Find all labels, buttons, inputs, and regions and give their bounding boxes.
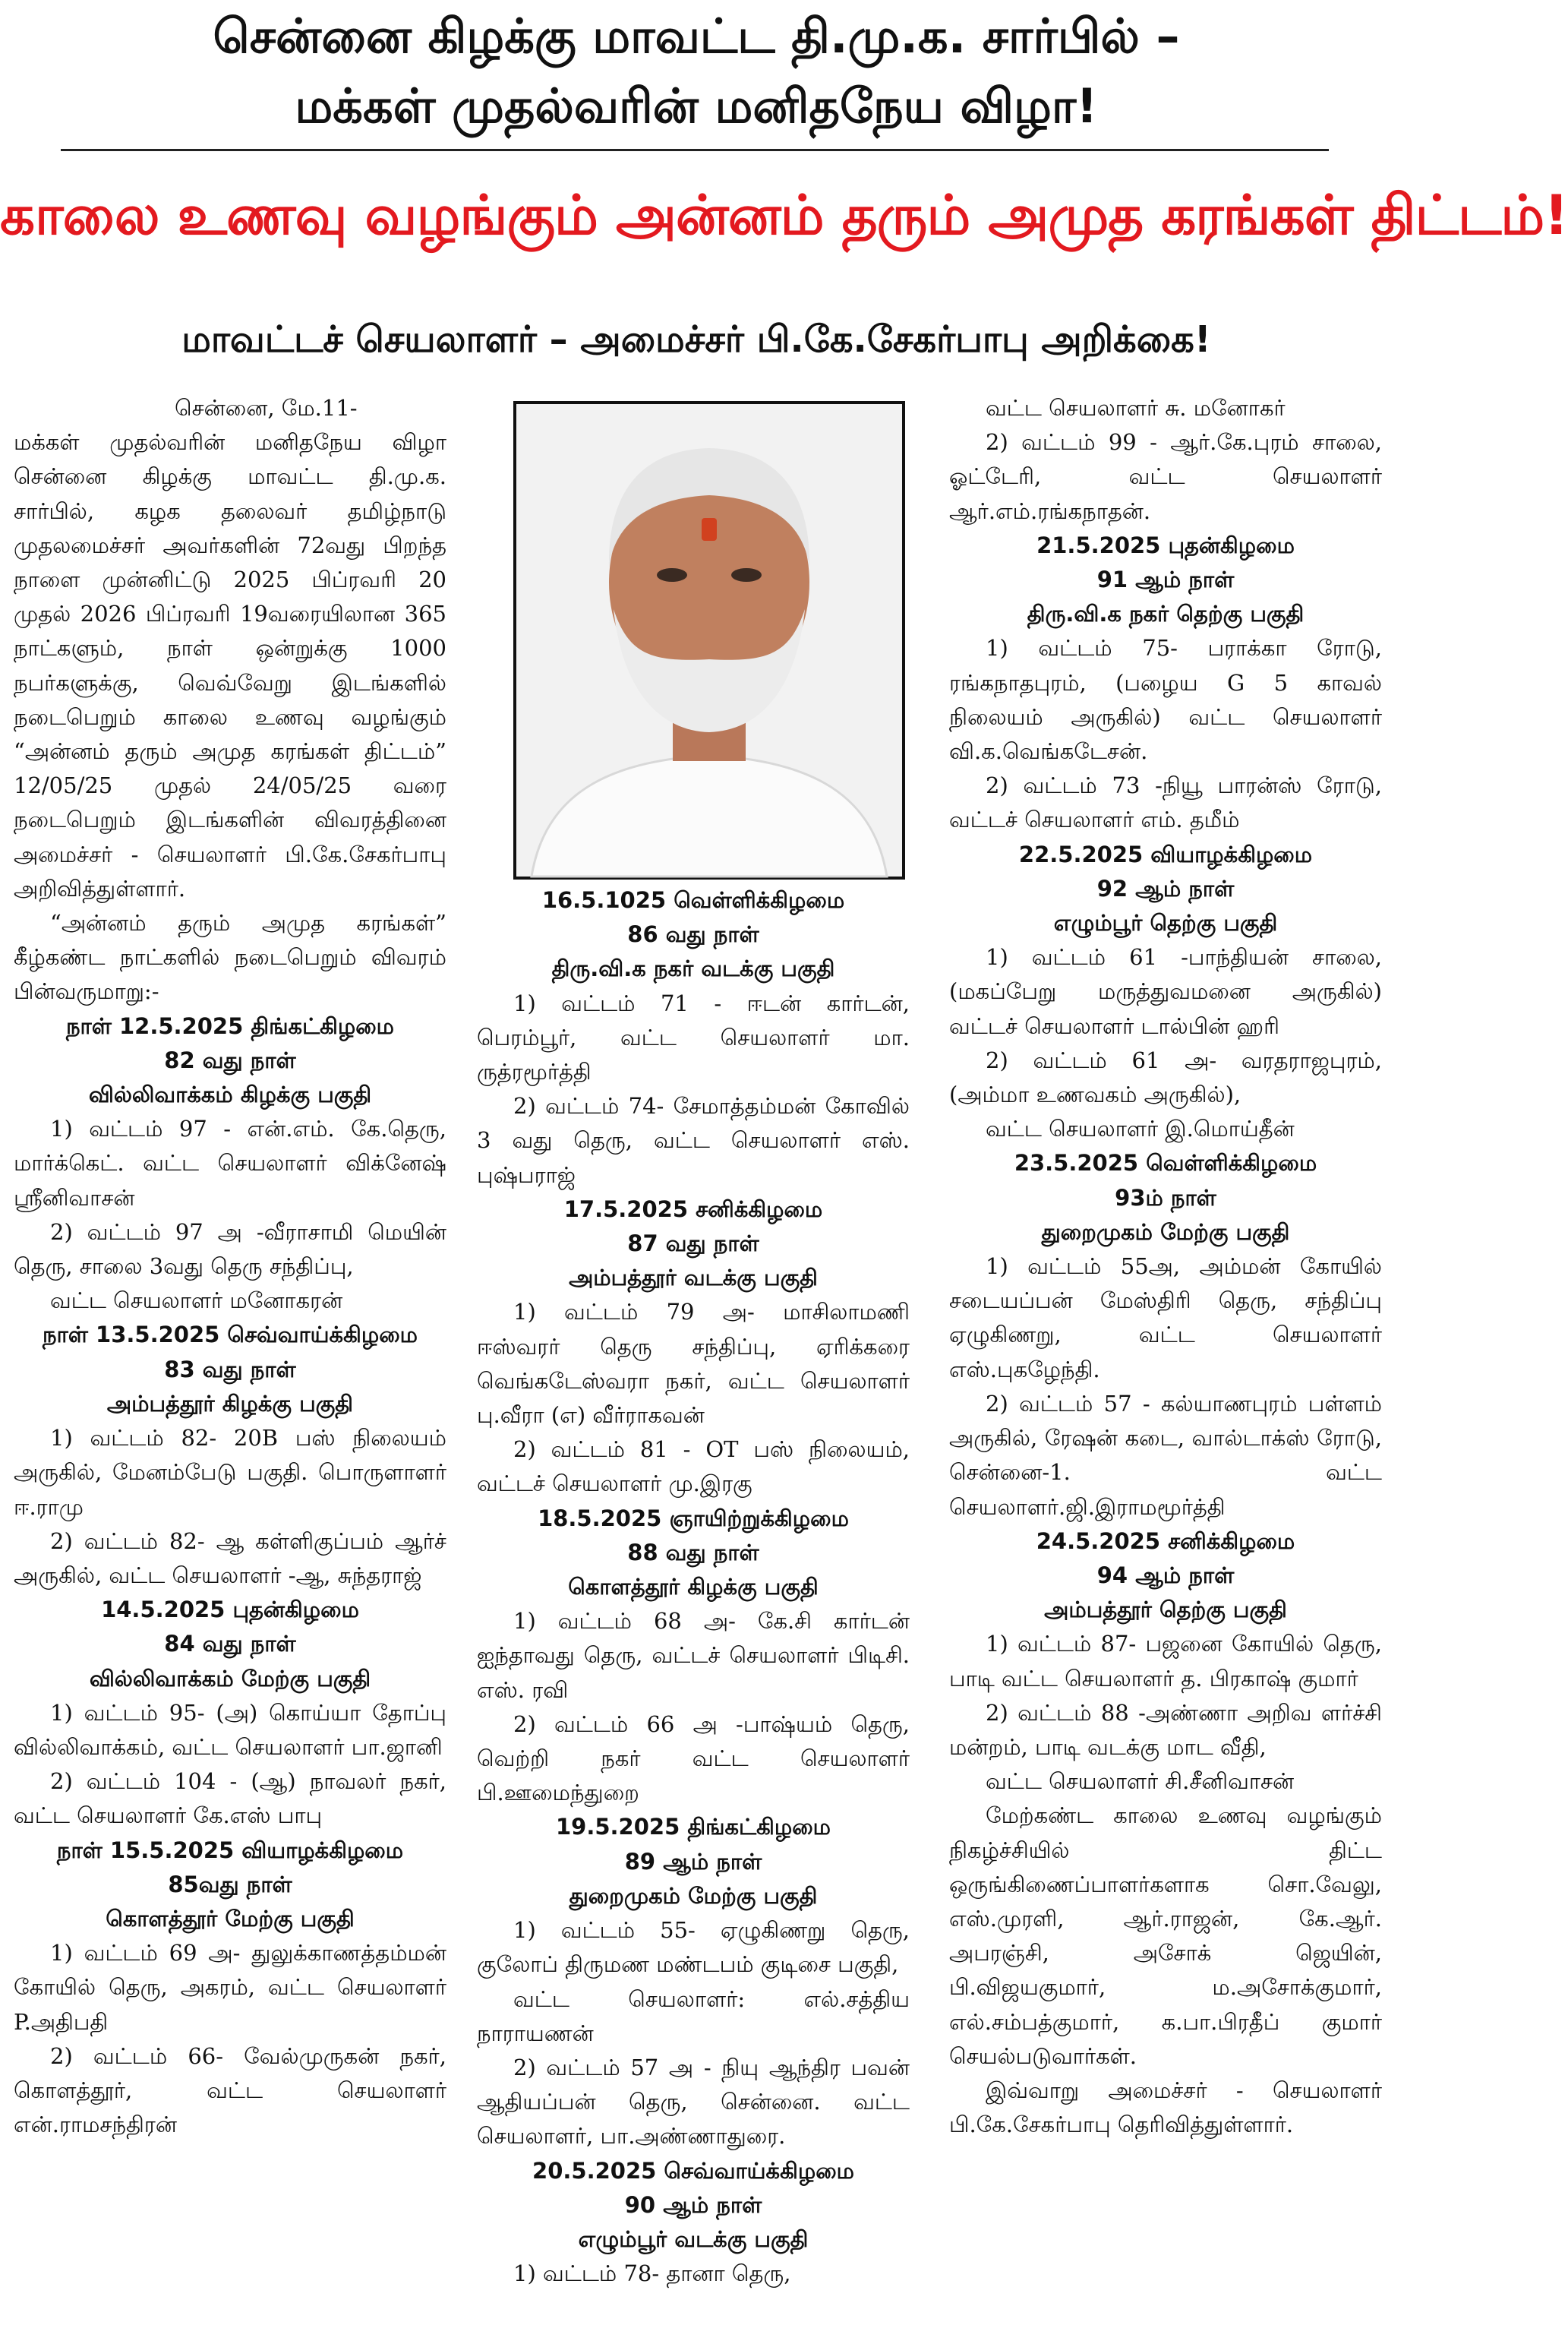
schedule-day-number: 94 ஆம் நாள் [1096,1562,1235,1588]
schedule-area: அம்பத்தூர் தெற்கு பகுதி [1044,1597,1287,1623]
schedule-area: அம்பத்தூர் வடக்கு பகுதி [569,1265,818,1291]
schedule-area: திரு.வி.க நகர் வடக்கு பகுதி [551,956,835,982]
schedule-item: வட்ட செயலாளர் மனோகரன் [50,1287,343,1314]
portrait-photo [513,401,905,880]
schedule-item: 2) வட்டம் 57 - கல்யாணபுரம் பள்ளம் அருகில், ரேஷன் கடை, வால்டாக்ஸ் ரோடு, சென்னை-1. வட்ட செயலாளர்.ஜி.இராமமூர்த்தி [949,1390,1382,1520]
headline-line-1: சென்னை கிழக்கு மாவட்ட தி.மு.க. சார்பில் – [213,8,1180,64]
schedule-day-number: 84 வது நாள் [164,1631,296,1657]
schedule-item: 1) வட்டம் 55அ, அம்மன் கோயில் சடையப்பன் மேஸ்திரி தெரு, சந்திப்பு ஏழுகிணறு, வட்ட செயலாளர் எஸ்.புகழேந்தி. [949,1253,1382,1382]
schedule-item: 2) வட்டம் 57 அ - நியு ஆந்திர பவன் ஆதியப்பன் தெரு, சென்னை. வட்ட செயலாளர், பா.அண்ணாதுரை. [477,2054,910,2150]
schedule-day-number: 88 வது நாள் [627,1539,759,1565]
schedule-day-number: 91 ஆம் நாள் [1096,567,1235,593]
schedule-item: 1) வட்டம் 71 - ஈடன் கார்டன், பெரம்பூர், வட்ட செயலாளர் மா. ருத்ரமூர்த்தி [477,990,910,1085]
schedule-day-number: 90 ஆம் நாள் [624,2191,762,2218]
schedule-item: 1) வட்டம் 97 - என்.எம். கே.தெரு, மார்க்கெட். வட்ட செயலாளர் விக்னேஷ் ஸ்ரீனிவாசன் [14,1116,446,1211]
schedule-area: அம்பத்தூர் கிழக்கு பகுதி [106,1390,354,1417]
schedule-date: நாள் 13.5.2025 செவ்வாய்க்கிழமை [43,1322,418,1348]
schedule-date: 18.5.2025 ஞாயிற்றுக்கிழமை [538,1505,849,1531]
schedule-item: 1) வட்டம் 79 அ- மாசிலாமணி ஈஸ்வரர் தெரு சந்திப்பு, ஏரிக்கரை வெங்கடேஸ்வரா நகர், வட்ட செயலாளர் பு.வீரா (எ) வீர்ராகவன் [477,1299,910,1429]
schedule-date: 16.5.1025 வெள்ளிக்கிழமை [541,887,845,913]
article-column-1 [14,391,446,2142]
subheadline: மாவட்டச் செயலாளர் – அமைச்சர் பி.கே.சேகர்பாபு அறிக்கை! [181,318,1211,361]
schedule-area: கொளத்தூர் மேற்கு பகுதி [106,1905,355,1932]
schedule-date: 14.5.2025 புதன்கிழமை [101,1597,359,1623]
schedule-day-number: 83 வது நாள் [164,1356,296,1382]
dateline: சென்னை, மே.11- [175,395,358,421]
schedule-item: 1) வட்டம் 75- பராக்கா ரோடு, ரங்கநாதபுரம், (பழைய G 5 காவல் நிலையம் அருகில்) வட்ட செயலாளர் வி.க.வெங்கடேசன். [949,635,1382,765]
schedule-item: 2) வட்டம் 81 - OT பஸ் நிலையம், வட்டச் செயலாளர் மு.இரகு [477,1436,910,1497]
schedule-item: 1) வட்டம் 69 அ- துலுக்காணத்தம்மன் கோயில் தெரு, அகரம், வட்ட செயலாளர் P.அதிபதி [14,1940,446,2035]
schedule-item: 2) வட்டம் 104 - (ஆ) நாவலர் நகர், வட்ட செயலாளர் கே.எஸ் பாபு [14,1768,446,1829]
schedule-item: 2) வட்டம் 66- வேல்முருகன் நகர், கொளத்தூர், வட்ட செயலாளர் என்.ராமசந்திரன் [14,2042,446,2138]
schedule-area: திரு.வி.க நகர் தெற்கு பகுதி [1027,601,1305,627]
schedule-day-number: 87 வது நாள் [627,1230,759,1257]
schedule-day-number: 89 ஆம் நாள் [624,1848,762,1875]
schedule-item: 2) வட்டம் 82- ஆ கள்ளிகுப்பம் ஆர்ச் அருகில், வட்ட செயலாளர் -ஆ, சுந்தராஜ் [14,1527,446,1588]
schedule-item: 1) வட்டம் 55- ஏழுகிணறு தெரு, குலோப் திருமண மண்டபம் குடிசை பகுதி, [477,1917,910,1978]
portrait-photo-icon [516,404,902,877]
headline-red-title: காலை உணவு வழங்கும் அன்னம் தரும் அமுத கரங்கள் திட்டம்! [0,183,1568,247]
schedule-item: வட்ட செயலாளர்: எல்.சத்திய நாராயணன் [477,1985,910,2046]
schedule-date: 24.5.2025 சனிக்கிழமை [1036,1527,1295,1554]
schedule-item: வட்ட செயலாளர் சி.சீனிவாசன் [986,1768,1295,1795]
schedule-item: வட்ட செயலாளர் இ.மொய்தீன் [986,1116,1295,1142]
schedule-item: 2) வட்டம் 97 அ -வீராசாமி மெயின் தெரு, சாலை 3வது தெரு சந்திப்பு, [14,1218,446,1280]
schedule-area: வில்லிவாக்கம் கிழக்கு பகுதி [88,1082,372,1108]
schedule-item: 1) வட்டம் 78- தானா தெரு, [513,2260,791,2287]
intro-paragraph-2: “அன்னம் தரும் அமுத கரங்கள்” கீழ்கண்ட நாட்களில் நடைபெறும் விவரம் பின்வருமாறு:- [14,910,446,1005]
schedule-day-number: 92 ஆம் நாள் [1096,875,1235,902]
schedule-item: வட்ட செயலாளர் சு. மனோகர் [986,395,1286,421]
schedule-area: எழும்பூர் தெற்கு பகுதி [1053,910,1278,937]
schedule-area: எழும்பூர் வடக்கு பகுதி [578,2225,809,2252]
article-column-3 [949,391,1382,2142]
schedule-area: துறைமுகம் மேற்கு பகுதி [1041,1218,1290,1245]
schedule-date: 22.5.2025 வியாழக்கிழமை [1018,841,1313,867]
schedule-item: 1) வட்டம் 87- பஜனை கோயில் தெரு, பாடி வட்ட செயலாளர் த. பிரகாஷ் குமார் [949,1631,1382,1692]
schedule-item: 2) வட்டம் 99 - ஆர்.கே.புரம் சாலை, ஓட்டேரி, வட்ட செயலாளர் ஆர்.எம்.ரங்கநாதன். [949,429,1382,524]
schedule-item: 2) வட்டம் 61 அ- வரதராஜபுரம், (அம்மா உணவகம் அருகில்), [949,1047,1382,1108]
schedule-item: 1) வட்டம் 95- (அ) கொய்யா தோப்பு வில்லிவாக்கம், வட்ட செயலாளர் பா.ஜானி [14,1699,446,1760]
schedule-item: 1) வட்டம் 68 அ- கே.சி கார்டன் ஐந்தாவது தெரு, வட்டச் செயலாளர் பிடிசி. எஸ். ரவி [477,1608,910,1703]
schedule-item: 2) வட்டம் 74- சேமாத்தம்மன் கோவில் 3 வது தெரு, வட்ட செயலாளர் எஸ். புஷ்பராஜ் [477,1093,910,1188]
intro-paragraph: மக்கள் முதல்வரின் மனிதநேய விழா சென்னை கிழக்கு மாவட்ட தி.மு.க. சார்பில், கழக தலைவர் தமிழ்நாடு முதலமைச்சர் அவர்களின் 72வது பிறந்த நாளை முன்னிட்டு 2025 பிப்ரவரி 20 முதல் 2026 பிப்ரவரி 19வரையிலான 365 நாட்களும், நாள் ஒன்றுக்கு 1000 நபர்களுக்கு, வெவ்வேறு இடங்களில் நடைபெறும் காலை உணவு வழங்கும் “அன்னம் தரும் அமுத கரங்கள் திட்டம்” 12/05/25 முதல் 24/05/25 வரை நடைபெறும் இடங்களின் விவரத்தினை அமைச்சர் - செயலாளர் பி.கே.சேகர்பாபு அறிவித்துள்ளார். [14,429,446,902]
headline-line-2: மக்கள் முதல்வரின் மனிதநேய விழா! [295,78,1098,134]
schedule-item: 1) வட்டம் 82- 20B பஸ் நிலையம் அருகில், மேனம்பேடு பகுதி. பொருளாளர் ஈ.ராமு [14,1425,446,1520]
headline-underline [61,149,1329,151]
schedule-day-number: 85வது நாள் [168,1871,292,1897]
schedule-day-number: 93ம் நாள் [1115,1184,1216,1211]
schedule-date: 21.5.2025 புதன்கிழமை [1036,532,1295,558]
schedule-date: 19.5.2025 திங்கட்கிழமை [555,1814,831,1840]
schedule-date: நாள் 15.5.2025 வியாழக்கிழமை [56,1837,404,1863]
schedule-date: 20.5.2025 செவ்வாய்க்கிழமை [532,2157,854,2184]
schedule-date: நாள் 12.5.2025 திங்கட்கிழமை [65,1012,395,1039]
closing-paragraph: மேற்கண்ட காலை உணவு வழங்கும் நிகழ்ச்சியில் திட்ட ஒருங்கிணைப்பாளர்களாக சொ.வேலு, எஸ்.முரளி, ஆர்.ராஜன், கே.ஆர். அபரஞ்சி, அசோக் ஜெயின், பி.விஜயகுமார், ம.அசோக்குமார், எல்.சம்பத்குமார், க.பா.பிரதீப் குமார் செயல்படுவார்கள். [949,1802,1382,2069]
schedule-item: 2) வட்டம் 88 -அண்ணா அறிவ ளர்ச்சி மன்றம், பாடி வடக்கு மாட வீதி, [949,1699,1382,1760]
schedule-day-number: 86 வது நாள் [627,921,759,948]
schedule-day-number: 82 வது நாள் [164,1047,296,1073]
schedule-date: 17.5.2025 சனிக்கிழமை [563,1196,823,1222]
schedule-item: 1) வட்டம் 61 -பாந்தியன் சாலை, (மகப்பேறு மருத்துவமனை அருகில்) வட்டச் செயலாளர் டால்பின் ஹரி [949,944,1382,1039]
closing-paragraph: இவ்வாறு அமைச்சர் - செயலாளர் பி.கே.சேகர்பாபு தெரிவித்துள்ளார். [949,2077,1382,2138]
schedule-item: 2) வட்டம் 73 -நியூ பாரன்ஸ் ரோடு, வட்டச் செயலாளர் எம். தமீம் [949,772,1382,833]
article-column-2 [477,883,910,2291]
schedule-area: கொளத்தூர் கிழக்கு பகுதி [568,1574,819,1600]
schedule-area: வில்லிவாக்கம் மேற்கு பகுதி [89,1665,371,1692]
schedule-area: துறைமுகம் மேற்கு பகுதி [569,1882,818,1909]
schedule-item: 2) வட்டம் 66 அ -பாஷ்யம் தெரு, வெற்றி நகர் வட்ட செயலாளர் பி.ஊமைந்துறை [477,1710,910,1806]
schedule-date: 23.5.2025 வெள்ளிக்கிழமை [1014,1150,1317,1177]
